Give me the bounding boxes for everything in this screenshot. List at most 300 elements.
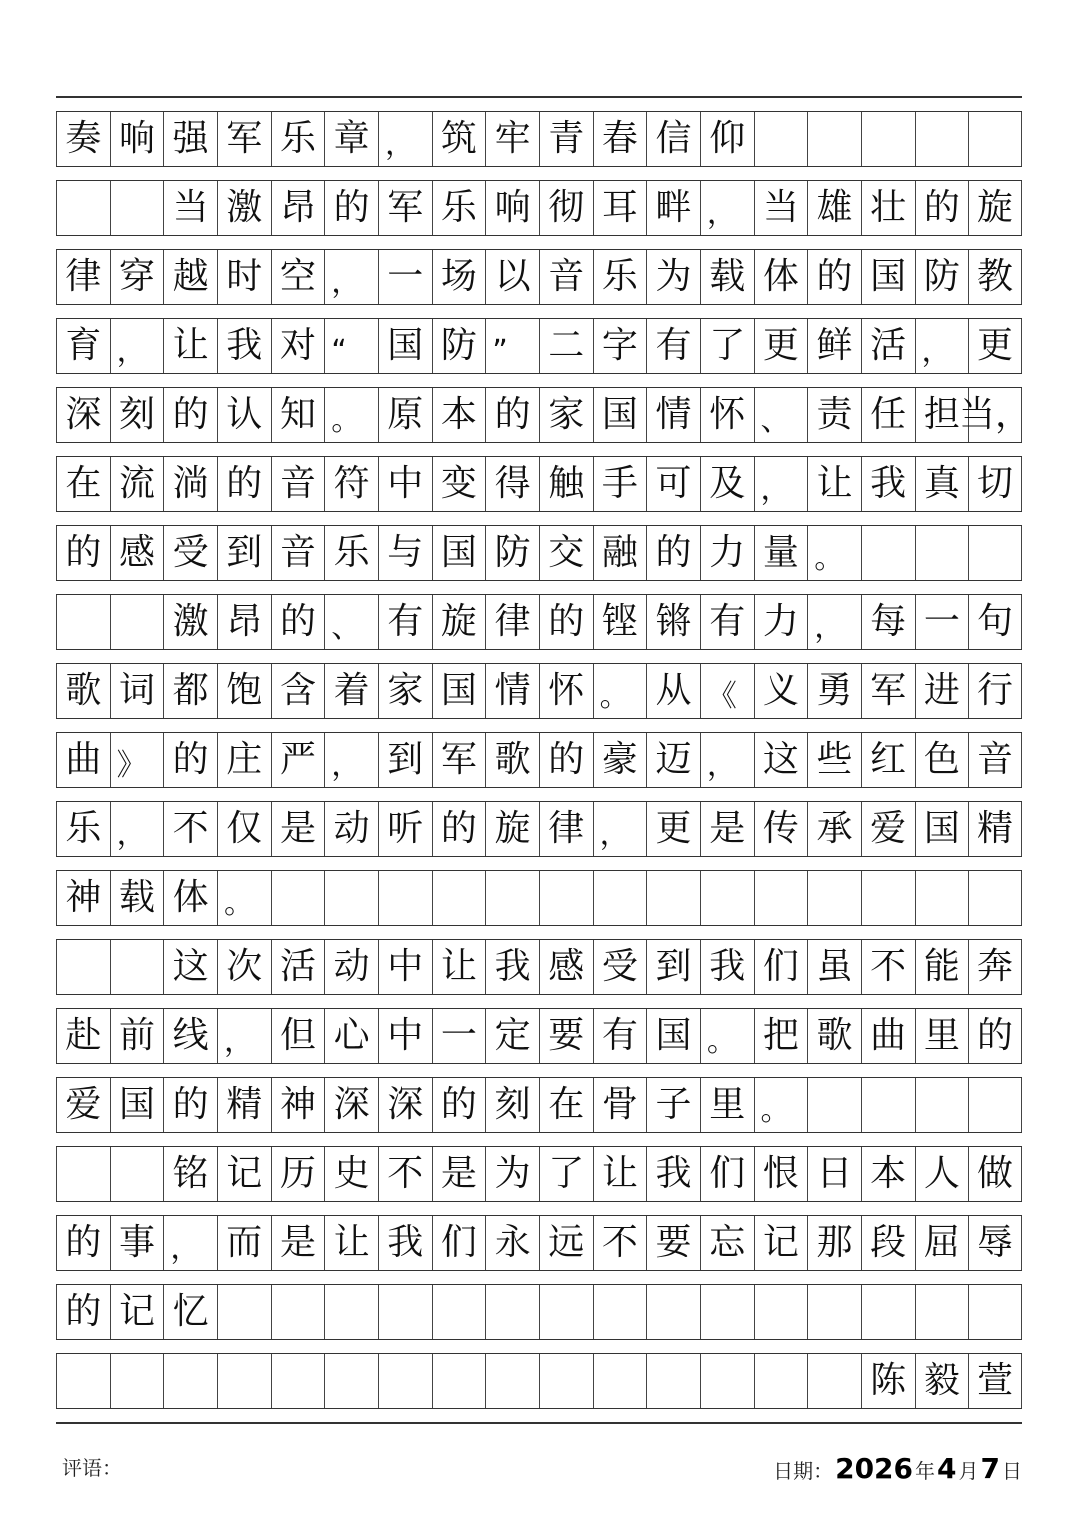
date-month-unit: 月 xyxy=(958,1459,979,1483)
grid-cell: 有 xyxy=(378,595,432,649)
grid-cell: 本 xyxy=(861,1147,915,1201)
grid-row xyxy=(56,1215,1022,1271)
grid-cell: 的 xyxy=(485,388,539,442)
grid-cell xyxy=(915,1285,969,1339)
grid-cell: 而 xyxy=(217,1216,271,1270)
grid-cell: 里 xyxy=(700,1078,754,1132)
grid-cell: 不 xyxy=(163,802,217,856)
grid-cell: 国 xyxy=(646,1009,700,1063)
grid-cell: 都 xyxy=(163,664,217,718)
grid-cell: 。 xyxy=(807,526,861,580)
grid-cell: 。 xyxy=(593,664,647,718)
grid-cell: 的 xyxy=(56,1216,110,1270)
grid-cell: 军 xyxy=(432,733,486,787)
grid-cell: 子 xyxy=(646,1078,700,1132)
grid-cell: 畔 xyxy=(646,181,700,235)
grid-cell: 变 xyxy=(432,457,486,511)
grid-cell: 歌 xyxy=(807,1009,861,1063)
grid-cell: 深 xyxy=(378,1078,432,1132)
grid-cell: 词 xyxy=(110,664,164,718)
grid-cell: 流 xyxy=(110,457,164,511)
grid-cell: 的 xyxy=(539,595,593,649)
grid-cell: 的 xyxy=(217,457,271,511)
grid-cell: 》 xyxy=(110,733,164,787)
grid-cell: ， xyxy=(700,733,754,787)
grid-cell: 情 xyxy=(485,664,539,718)
grid-row xyxy=(56,387,1031,443)
grid-cell: 乐 xyxy=(56,802,110,856)
grid-cell: 得 xyxy=(485,457,539,511)
grid-cell xyxy=(915,112,969,166)
grid-cell: 活 xyxy=(271,940,325,994)
grid-cell: 锵 xyxy=(646,595,700,649)
grid-cell: 记 xyxy=(217,1147,271,1201)
grid-cell: ， xyxy=(700,181,754,235)
grid-cell: 动 xyxy=(324,940,378,994)
grid-cell: 载 xyxy=(700,250,754,304)
grid-cell: 行 xyxy=(968,664,1022,718)
grid-cell: 精 xyxy=(968,802,1022,856)
grid-cell: 曲 xyxy=(56,733,110,787)
grid-cell: 段 xyxy=(861,1216,915,1270)
grid-cell: 、 xyxy=(754,388,808,442)
grid-cell: 次 xyxy=(217,940,271,994)
date-month: 4 xyxy=(937,1452,957,1485)
grid-cell: 的 xyxy=(968,1009,1022,1063)
grid-cell: 的 xyxy=(432,802,486,856)
grid-cell: 这 xyxy=(754,733,808,787)
grid-cell xyxy=(485,1354,539,1408)
grid-cell: 、 xyxy=(324,595,378,649)
grid-cell: 切 xyxy=(968,457,1022,511)
grid-cell: 为 xyxy=(485,1147,539,1201)
grid-cell xyxy=(110,1354,164,1408)
grid-cell: 中 xyxy=(378,1009,432,1063)
grid-cell: 骨 xyxy=(593,1078,647,1132)
grid-cell: 旋 xyxy=(432,595,486,649)
grid-cell: ， xyxy=(754,457,808,511)
grid-row xyxy=(56,594,1022,650)
grid-cell: 红 xyxy=(861,733,915,787)
grid-cell: 我 xyxy=(378,1216,432,1270)
grid-cell xyxy=(754,1285,808,1339)
grid-cell: 字 xyxy=(593,319,647,373)
grid-cell: ， xyxy=(807,595,861,649)
grid-cell xyxy=(861,526,915,580)
grid-cell: 乐 xyxy=(593,250,647,304)
grid-cell: 鲜 xyxy=(807,319,861,373)
grid-row xyxy=(56,732,1022,788)
grid-cell: 国 xyxy=(378,319,432,373)
grid-cell: 深 xyxy=(56,388,110,442)
grid-cell: 昂 xyxy=(217,595,271,649)
grid-cell: 精 xyxy=(217,1078,271,1132)
grid-cell: 日 xyxy=(807,1147,861,1201)
grid-cell: 乐 xyxy=(271,112,325,166)
grid-cell: 恨 xyxy=(754,1147,808,1201)
grid-cell: 到 xyxy=(217,526,271,580)
grid-cell xyxy=(861,1285,915,1339)
grid-cell: 对 xyxy=(271,319,325,373)
grid-cell: 是 xyxy=(432,1147,486,1201)
grid-cell: 的 xyxy=(271,595,325,649)
grid-cell: 从 xyxy=(646,664,700,718)
grid-cell xyxy=(807,1078,861,1132)
grid-cell: 奔 xyxy=(968,940,1022,994)
grid-cell: 耳 xyxy=(593,181,647,235)
grid-cell xyxy=(915,871,969,925)
grid-cell: 神 xyxy=(56,871,110,925)
grid-cell: 铭 xyxy=(163,1147,217,1201)
grid-cell xyxy=(861,871,915,925)
grid-cell: 庄 xyxy=(217,733,271,787)
grid-cell: 不 xyxy=(861,940,915,994)
grid-cell: 旋 xyxy=(485,802,539,856)
grid-row xyxy=(56,1284,1022,1340)
grid-cell: 让 xyxy=(324,1216,378,1270)
grid-cell: 奏 xyxy=(56,112,110,166)
grid-cell: 当， xyxy=(968,388,1022,442)
grid-cell: 家 xyxy=(539,388,593,442)
grid-cell: 知 xyxy=(271,388,325,442)
grid-cell: 让 xyxy=(163,319,217,373)
grid-cell: 更 xyxy=(968,319,1022,373)
date-label: 日期： xyxy=(773,1459,834,1483)
grid-cell: 做 xyxy=(968,1147,1022,1201)
grid-cell: 音 xyxy=(539,250,593,304)
grid-cell xyxy=(593,1354,647,1408)
grid-cell: 深 xyxy=(324,1078,378,1132)
grid-cell: 是 xyxy=(700,802,754,856)
grid-cell: 们 xyxy=(700,1147,754,1201)
grid-cell: 担 xyxy=(915,388,969,442)
grid-cell: 远 xyxy=(539,1216,593,1270)
grid-cell: 更 xyxy=(754,319,808,373)
grid-cell: 人 xyxy=(915,1147,969,1201)
grid-cell: 豪 xyxy=(593,733,647,787)
grid-cell: 记 xyxy=(110,1285,164,1339)
grid-cell xyxy=(110,940,164,994)
grid-cell xyxy=(110,595,164,649)
grid-cell xyxy=(968,871,1022,925)
grid-row xyxy=(56,249,1022,305)
grid-cell xyxy=(807,112,861,166)
grid-cell xyxy=(271,871,325,925)
grid-cell: 律 xyxy=(56,250,110,304)
grid-cell xyxy=(163,1354,217,1408)
grid-cell: 有 xyxy=(646,319,700,373)
grid-cell xyxy=(968,1285,1022,1339)
grid-cell: ， xyxy=(378,112,432,166)
grid-cell: ， xyxy=(163,1216,217,1270)
grid-cell: 雄 xyxy=(807,181,861,235)
grid-cell: 承 xyxy=(807,802,861,856)
grid-cell: 能 xyxy=(915,940,969,994)
grid-cell: ” xyxy=(485,319,539,373)
grid-cell: 爱 xyxy=(56,1078,110,1132)
grid-cell: 与 xyxy=(378,526,432,580)
grid-cell: 的 xyxy=(163,388,217,442)
grid-cell: 不 xyxy=(593,1216,647,1270)
grid-cell xyxy=(217,1285,271,1339)
grid-cell: 信 xyxy=(646,112,700,166)
grid-cell: 激 xyxy=(163,595,217,649)
grid-cell xyxy=(807,1285,861,1339)
grid-cell: 筑 xyxy=(432,112,486,166)
grid-cell: 陈 xyxy=(861,1354,915,1408)
grid-cell: 歌 xyxy=(56,664,110,718)
grid-cell: 时 xyxy=(217,250,271,304)
grid-cell xyxy=(807,1354,861,1408)
grid-cell: 的 xyxy=(432,1078,486,1132)
grid-cell: 育 xyxy=(56,319,110,373)
grid-cell xyxy=(646,1354,700,1408)
grid-cell: 饱 xyxy=(217,664,271,718)
grid-cell: 了 xyxy=(700,319,754,373)
grid-cell: 律 xyxy=(485,595,539,649)
grid-cell: 更 xyxy=(646,802,700,856)
grid-cell: 国 xyxy=(432,526,486,580)
grid-cell xyxy=(110,181,164,235)
grid-cell: 。 xyxy=(324,388,378,442)
grid-cell: 国 xyxy=(593,388,647,442)
grid-cell: 可 xyxy=(646,457,700,511)
grid-cell: 这 xyxy=(163,940,217,994)
grid-cell: 里 xyxy=(915,1009,969,1063)
grid-cell: 怀 xyxy=(700,388,754,442)
grid-cell: 屈 xyxy=(915,1216,969,1270)
grid-cell: 听 xyxy=(378,802,432,856)
grid-cell xyxy=(915,1078,969,1132)
grid-cell: 真 xyxy=(915,457,969,511)
grid-cell: 让 xyxy=(432,940,486,994)
grid-row xyxy=(56,525,1022,581)
grid-cell: 强 xyxy=(163,112,217,166)
grid-cell: 但 xyxy=(271,1009,325,1063)
grid-cell xyxy=(56,181,110,235)
grid-cell: 毅 xyxy=(915,1354,969,1408)
grid-cell xyxy=(968,1078,1022,1132)
grid-cell xyxy=(807,871,861,925)
grid-cell: 交 xyxy=(539,526,593,580)
grid-cell: 色 xyxy=(915,733,969,787)
grid-cell xyxy=(271,1354,325,1408)
grid-cell: 永 xyxy=(485,1216,539,1270)
grid-cell: 要 xyxy=(539,1009,593,1063)
grid-cell: 的 xyxy=(807,250,861,304)
grid-cell: 让 xyxy=(807,457,861,511)
grid-cell: 定 xyxy=(485,1009,539,1063)
grid-cell xyxy=(378,1285,432,1339)
grid-cell: 穿 xyxy=(110,250,164,304)
grid-cell: 勇 xyxy=(807,664,861,718)
grid-cell: 及 xyxy=(700,457,754,511)
grid-cell: 是 xyxy=(271,802,325,856)
grid-cell xyxy=(754,112,808,166)
grid-cell xyxy=(754,1354,808,1408)
grid-cell: 在 xyxy=(539,1078,593,1132)
grid-cell: ， xyxy=(217,1009,271,1063)
grid-cell: 国 xyxy=(861,250,915,304)
grid-cell: 是 xyxy=(271,1216,325,1270)
grid-cell xyxy=(700,871,754,925)
grid-cell xyxy=(271,1285,325,1339)
grid-cell: 彻 xyxy=(539,181,593,235)
grid-cell: 家 xyxy=(378,664,432,718)
grid-cell xyxy=(432,1354,486,1408)
grid-cell: 当 xyxy=(754,181,808,235)
grid-cell: 仰 xyxy=(700,112,754,166)
grid-cell: 中 xyxy=(378,940,432,994)
comment-label: 评语： xyxy=(62,1456,122,1480)
grid-cell: 载 xyxy=(110,871,164,925)
grid-cell: 事 xyxy=(110,1216,164,1270)
grid-cell: 我 xyxy=(700,940,754,994)
grid-cell: 仅 xyxy=(217,802,271,856)
grid-cell: 为 xyxy=(646,250,700,304)
grid-cell: 国 xyxy=(915,802,969,856)
grid-cell: 怀 xyxy=(539,664,593,718)
grid-cell: 乐 xyxy=(432,181,486,235)
grid-row xyxy=(56,318,1022,374)
grid-cell: 我 xyxy=(217,319,271,373)
grid-cell: 的 xyxy=(56,1285,110,1339)
grid-cell: 着 xyxy=(324,664,378,718)
grid-cell xyxy=(593,1285,647,1339)
grid-cell: 壮 xyxy=(861,181,915,235)
grid-row xyxy=(56,801,1022,857)
grid-cell: 含 xyxy=(271,664,325,718)
grid-cell: 军 xyxy=(861,664,915,718)
grid-cell: 爱 xyxy=(861,802,915,856)
grid-cell xyxy=(56,1147,110,1201)
grid-cell: 一 xyxy=(432,1009,486,1063)
grid-cell: 辱 xyxy=(968,1216,1022,1270)
grid-cell: 神 xyxy=(271,1078,325,1132)
grid-cell: 动 xyxy=(324,802,378,856)
grid-cell: 我 xyxy=(861,457,915,511)
grid-cell: 有 xyxy=(593,1009,647,1063)
grid-cell: 到 xyxy=(646,940,700,994)
grid-cell: 国 xyxy=(110,1078,164,1132)
grid-cell: 我 xyxy=(646,1147,700,1201)
grid-cell: 认 xyxy=(217,388,271,442)
grid-cell: 原 xyxy=(378,388,432,442)
grid-cell: 历 xyxy=(271,1147,325,1201)
grid-cell: 一 xyxy=(378,250,432,304)
grid-cell: 《 xyxy=(700,664,754,718)
grid-cell: 让 xyxy=(593,1147,647,1201)
grid-cell: 进 xyxy=(915,664,969,718)
grid-cell: ， xyxy=(110,802,164,856)
grid-cell: 中 xyxy=(378,457,432,511)
grid-cell: 春 xyxy=(593,112,647,166)
date-day-unit: 日 xyxy=(1002,1459,1022,1483)
date-year: 2026 xyxy=(835,1452,914,1485)
grid-row xyxy=(56,1146,1022,1202)
grid-cell: 传 xyxy=(754,802,808,856)
grid-cell: 赴 xyxy=(56,1009,110,1063)
grid-cell: 响 xyxy=(110,112,164,166)
grid-cell: 把 xyxy=(754,1009,808,1063)
grid-cell: 的 xyxy=(915,181,969,235)
grid-cell: 防 xyxy=(915,250,969,304)
grid-cell: ， xyxy=(915,319,969,373)
grid-cell xyxy=(593,871,647,925)
grid-cell: 军 xyxy=(378,181,432,235)
grid-cell: 青 xyxy=(539,112,593,166)
grid-cell xyxy=(700,1354,754,1408)
grid-cell: ， xyxy=(110,319,164,373)
grid-cell xyxy=(539,871,593,925)
grid-cell xyxy=(324,1285,378,1339)
grid-cell: 了 xyxy=(539,1147,593,1201)
grid-cell: 任 xyxy=(861,388,915,442)
grid-cell: 。 xyxy=(754,1078,808,1132)
grid-cell: 。 xyxy=(700,1009,754,1063)
grid-cell: 本 xyxy=(432,388,486,442)
grid-row xyxy=(56,456,1022,512)
grid-cell: 体 xyxy=(754,250,808,304)
grid-cell: 受 xyxy=(163,526,217,580)
grid-cell xyxy=(646,1285,700,1339)
grid-cell: 义 xyxy=(754,664,808,718)
grid-cell: 到 xyxy=(378,733,432,787)
grid-cell: 音 xyxy=(968,733,1022,787)
grid-cell: 刻 xyxy=(485,1078,539,1132)
grid-row xyxy=(56,1008,1022,1064)
grid-cell: 量 xyxy=(754,526,808,580)
grid-cell: 心 xyxy=(324,1009,378,1063)
grid-cell: 的 xyxy=(646,526,700,580)
date-day: 7 xyxy=(980,1452,1000,1485)
grid-cell: 音 xyxy=(271,457,325,511)
grid-cell xyxy=(861,112,915,166)
grid-cell: 章 xyxy=(324,112,378,166)
grid-cell: 句 xyxy=(968,595,1022,649)
grid-cell xyxy=(378,871,432,925)
grid-cell: 二 xyxy=(539,319,593,373)
grid-cell: 们 xyxy=(432,1216,486,1270)
grid-cell xyxy=(56,940,110,994)
grid-cell: “ xyxy=(324,319,378,373)
grid-cell: 前 xyxy=(110,1009,164,1063)
grid-cell: 的 xyxy=(163,733,217,787)
grid-cell: 曲 xyxy=(861,1009,915,1063)
grid-cell: 国 xyxy=(432,664,486,718)
grid-cell: 触 xyxy=(539,457,593,511)
grid-cell: 空 xyxy=(271,250,325,304)
grid-cell: 一 xyxy=(915,595,969,649)
grid-cell: 受 xyxy=(593,940,647,994)
grid-cell xyxy=(110,1147,164,1201)
grid-cell: 旋 xyxy=(968,181,1022,235)
grid-cell: 激 xyxy=(217,181,271,235)
grid-cell xyxy=(432,1285,486,1339)
grid-cell xyxy=(700,1285,754,1339)
grid-cell: 牢 xyxy=(485,112,539,166)
grid-cell xyxy=(485,871,539,925)
grid-cell: ， xyxy=(324,250,378,304)
grid-row xyxy=(56,180,1022,236)
grid-cell: 军 xyxy=(217,112,271,166)
grid-row xyxy=(56,111,1022,167)
grid-cell: 感 xyxy=(539,940,593,994)
grid-cell: 的 xyxy=(324,181,378,235)
grid-cell: 线 xyxy=(163,1009,217,1063)
grid-cell: 力 xyxy=(754,595,808,649)
writing-grid xyxy=(56,96,1031,1424)
